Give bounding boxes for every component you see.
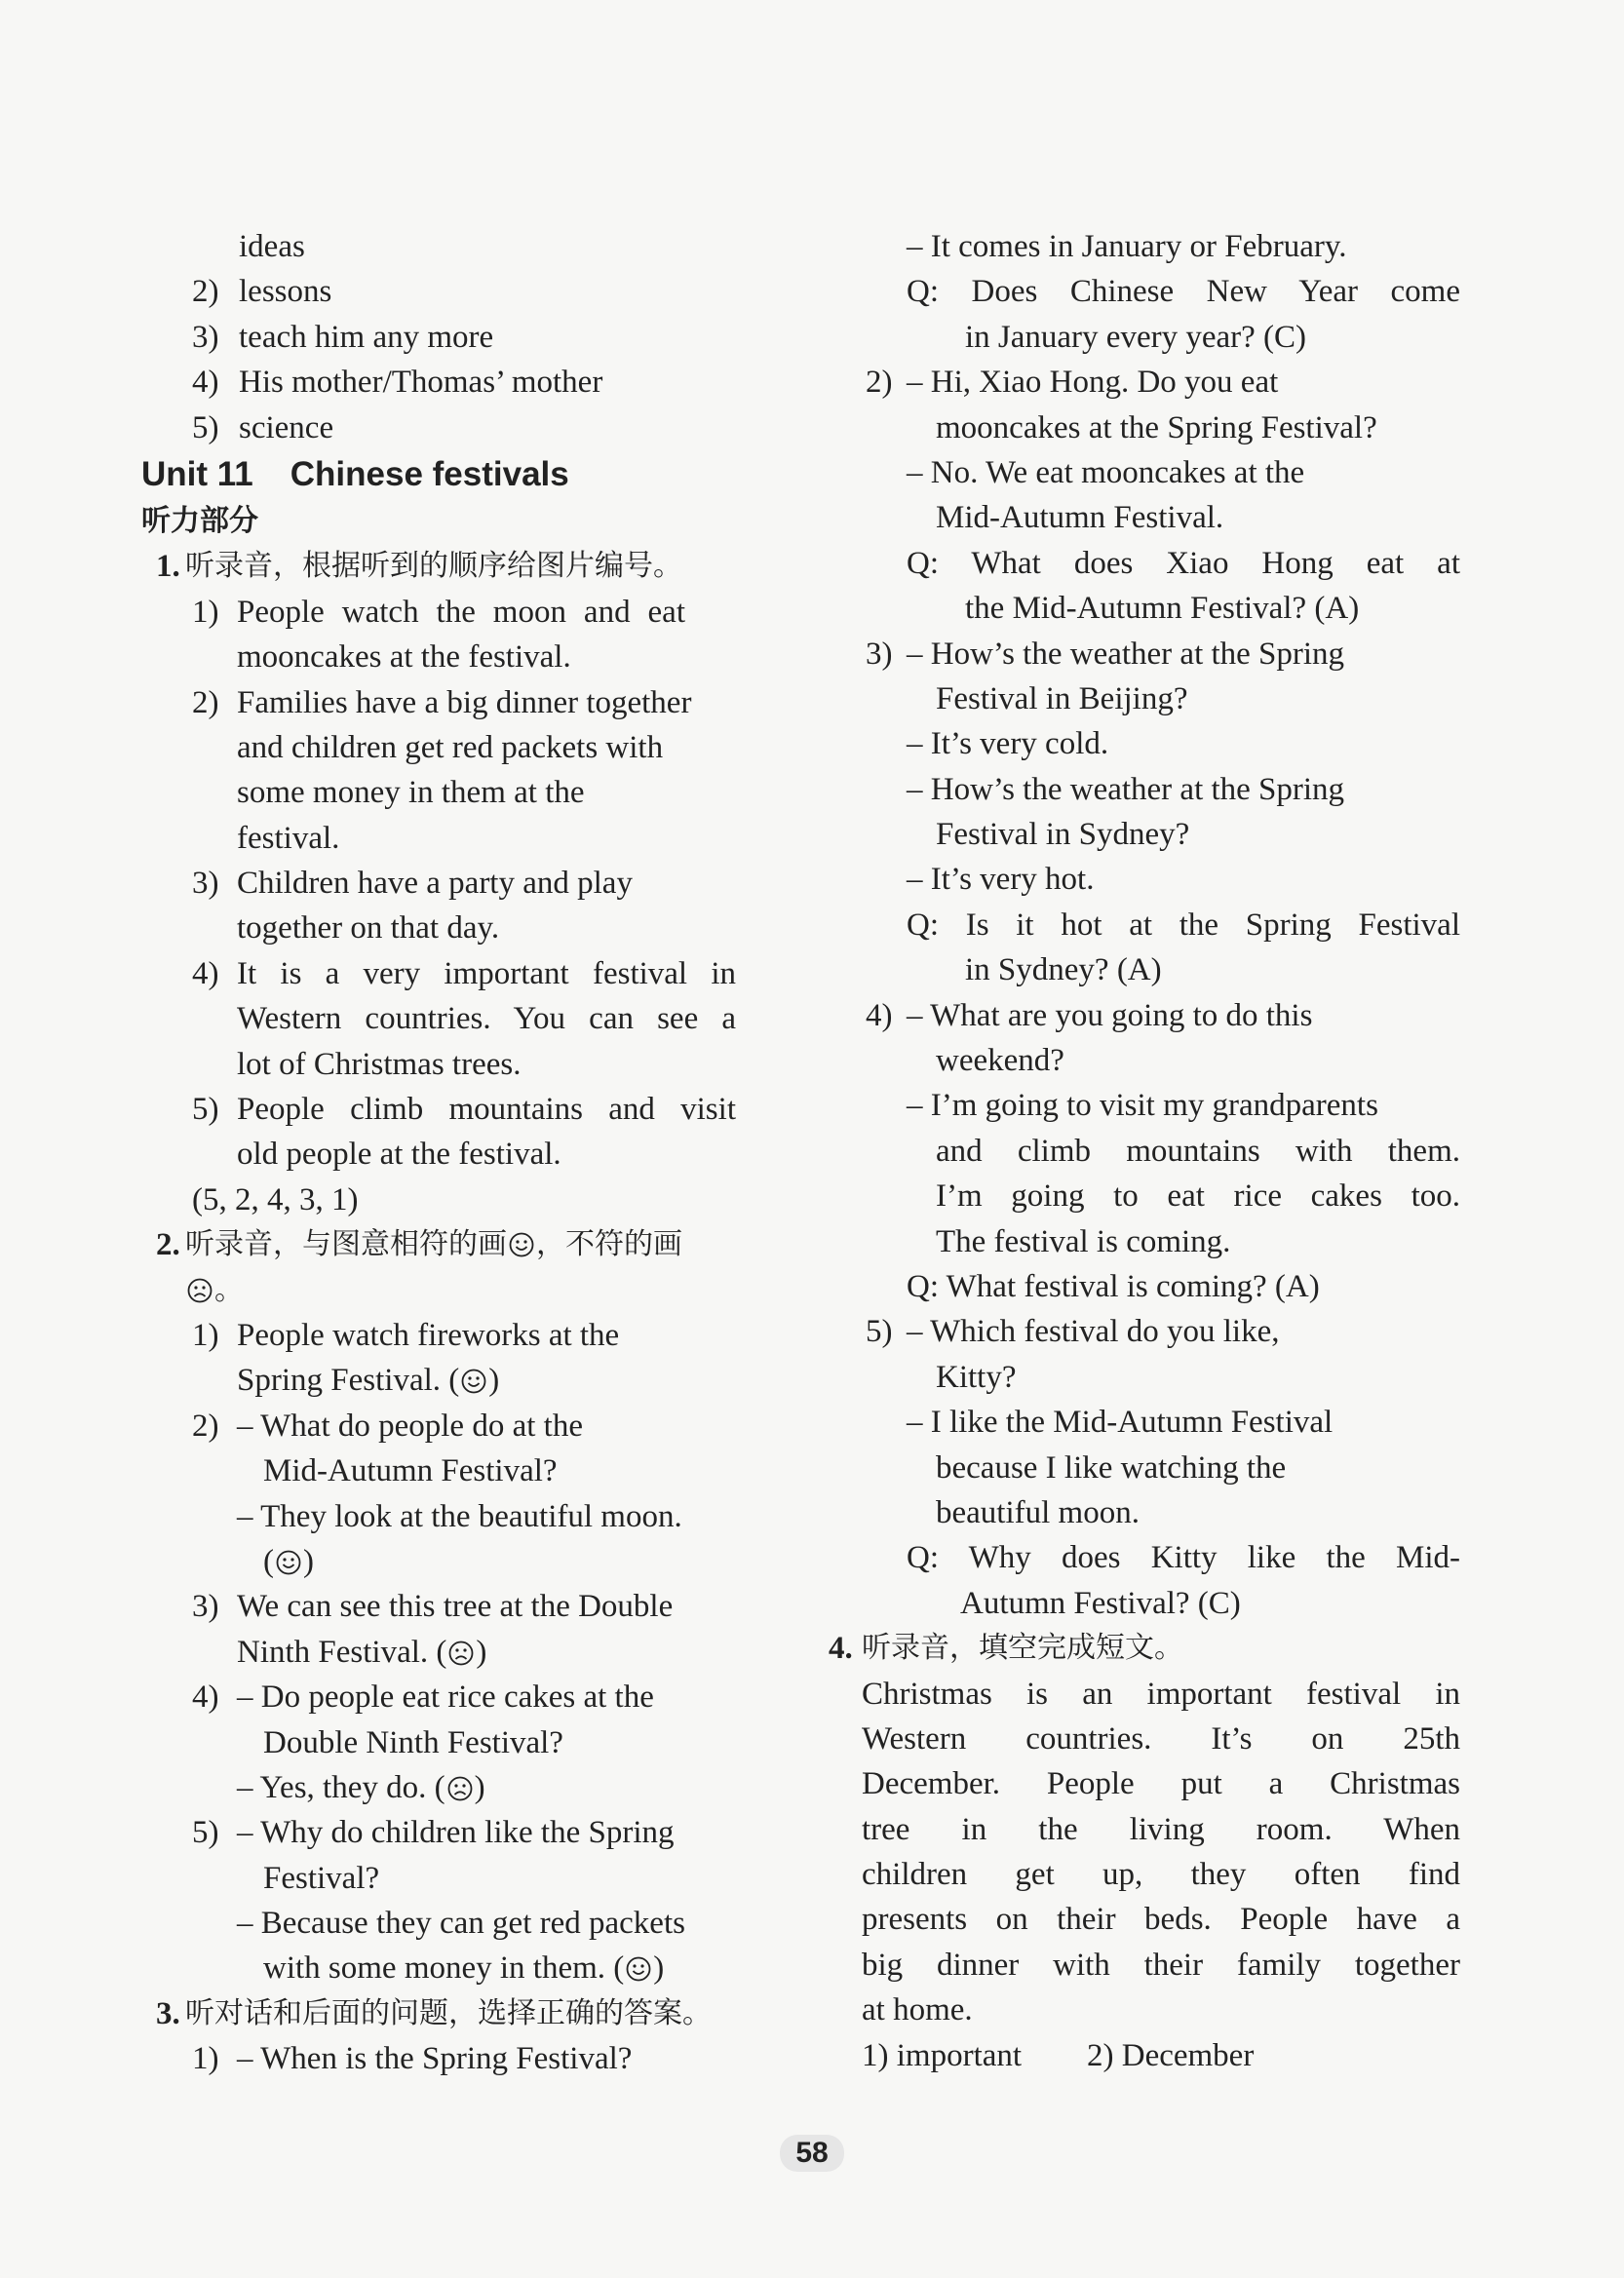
dialogue-line: 3) – How’s the weather at the Spring xyxy=(866,636,1345,672)
unit-heading xyxy=(141,450,746,499)
passage-line: children get up, they often find xyxy=(862,1857,1460,1893)
list-item: festival. xyxy=(237,820,340,856)
question-line: Q: What festival is coming? (A) xyxy=(907,1268,1320,1304)
dialogue-line: – How’s the weather at the Spring xyxy=(907,771,1345,807)
dialogue-line: – It’s very hot. xyxy=(907,862,1095,898)
passage-line: tree in the living room. When xyxy=(862,1811,1460,1847)
answer-line: 5) science xyxy=(192,409,334,445)
list-item: Mid-Autumn Festival? xyxy=(263,1453,558,1489)
list-item: 4) It is a very important festival in xyxy=(192,955,736,991)
question-2-instruction-cont: 。 xyxy=(141,1268,746,1313)
smiley-face-icon xyxy=(509,1232,534,1257)
list-item: ( ) xyxy=(263,1543,314,1579)
sad-face-icon xyxy=(447,1776,473,1801)
answer-line: 3) teach him any more xyxy=(192,319,494,355)
question-line: Q: What does Xiao Hong eat at xyxy=(907,545,1460,581)
unit-title: Chinese festivals xyxy=(290,454,569,493)
question-line: in Sydney? (A) xyxy=(965,952,1162,988)
list-item: 2) – What do people do at the xyxy=(192,1408,583,1444)
dialogue-line: I’m going to eat rice cakes too. xyxy=(936,1178,1460,1215)
dialogue-line: – I like the Mid-Autumn Festival xyxy=(907,1405,1334,1441)
dialogue-line: 2) – Hi, Xiao Hong. Do you eat xyxy=(866,365,1279,401)
smiley-face-icon xyxy=(461,1369,486,1394)
dialogue-line: 4) – What are you going to do this xyxy=(866,997,1313,1033)
dialogue-line: Kitty? xyxy=(936,1359,1017,1395)
list-item: 3) Children have a party and play xyxy=(192,866,633,902)
dialogue-line: beautiful moon. xyxy=(936,1494,1140,1530)
list-item: some money in them at the xyxy=(237,775,585,811)
dialogue-line: Mid-Autumn Festival. xyxy=(936,500,1224,536)
question-line: Autumn Festival? (C) xyxy=(960,1585,1241,1621)
question-line: Q: Does Chinese New Year come xyxy=(907,274,1460,310)
left-column xyxy=(141,224,746,2082)
dialogue-line: – I’m going to visit my grandparents xyxy=(907,1088,1378,1124)
list-item: 1) – When is the Spring Festival? xyxy=(192,2041,633,2077)
unit-label: Unit 11 xyxy=(141,454,253,493)
question-1-instruction: 1. 听录音，根据听到的顺序给图片编号。 xyxy=(156,549,682,585)
dialogue-line: – It’s very cold. xyxy=(907,726,1109,762)
question-2-instruction: 2. 听录音，与图意相符的画 ，不符的画 xyxy=(156,1227,682,1263)
list-item: – They look at the beautiful moon. xyxy=(237,1498,682,1534)
dialogue-line: Festival in Sydney? xyxy=(936,817,1190,853)
dialogue-line: because I like watching the xyxy=(936,1449,1287,1486)
question-3-instruction: 3. 听对话和后面的问题，选择正确的答案。 xyxy=(156,1995,712,2031)
passage-line: presents on their beds. People have a xyxy=(862,1902,1460,1938)
sad-face-icon xyxy=(448,1641,474,1666)
passage-line: Christmas is an important festival in xyxy=(862,1676,1460,1712)
list-item: Ninth Festival. ( ) xyxy=(237,1634,487,1670)
passage-line: Western countries. It’s on 25th xyxy=(862,1720,1460,1757)
dialogue-line: and climb mountains with them. xyxy=(936,1133,1460,1169)
list-item: 1) People watch the moon and eat xyxy=(192,594,685,630)
list-item: Western countries. You can see a xyxy=(237,1001,736,1037)
dialogue-line: weekend? xyxy=(936,1043,1064,1079)
question-line: in January every year? (C) xyxy=(965,319,1306,355)
passage-line: at home. xyxy=(862,1992,973,2028)
list-item: Festival? xyxy=(263,1860,380,1896)
section-heading: 听力部分 xyxy=(141,503,258,538)
list-item: lot of Christmas trees. xyxy=(237,1046,522,1082)
list-item: 3) We can see this tree at the Double xyxy=(192,1589,674,1625)
answer-line: 4) His mother/Thomas’ mother xyxy=(192,365,603,401)
passage-line: big dinner with their family together xyxy=(862,1947,1460,1983)
answer-line: 1) important 2) December xyxy=(862,2037,1255,2073)
list-item: with some money in them. ( ) xyxy=(263,1950,665,1987)
answer-line: ideas xyxy=(239,229,305,264)
list-item: and children get red packets with xyxy=(237,729,664,765)
list-item: Spring Festival. ( ) xyxy=(237,1363,500,1399)
list-item: – Yes, they do. ( ) xyxy=(237,1769,485,1805)
question-line: Q: Why does Kitty like the Mid- xyxy=(907,1540,1460,1576)
smiley-face-icon xyxy=(626,1956,651,1982)
dialogue-line: mooncakes at the Spring Festival? xyxy=(936,409,1377,445)
list-item: mooncakes at the festival. xyxy=(237,639,571,676)
list-item: 2) Families have a big dinner together xyxy=(192,684,692,720)
dialogue-line: The festival is coming. xyxy=(936,1223,1231,1259)
dialogue-line: 5) – Which festival do you like, xyxy=(866,1314,1280,1350)
list-item: together on that day. xyxy=(237,910,500,946)
dialogue-line: Festival in Beijing? xyxy=(936,680,1188,716)
list-item: 1) People watch fireworks at the xyxy=(192,1317,620,1353)
answer-key: (5, 2, 4, 3, 1) xyxy=(192,1181,359,1217)
page-number: 58 xyxy=(0,2135,1624,2172)
question-line: Q: Is it hot at the Spring Festival xyxy=(907,907,1460,943)
answer-line: 2) lessons xyxy=(192,274,332,310)
question-line: the Mid-Autumn Festival? (A) xyxy=(965,591,1360,627)
list-item: Double Ninth Festival? xyxy=(263,1724,563,1760)
list-item: 5) – Why do children like the Spring xyxy=(192,1815,675,1851)
sad-face-icon xyxy=(187,1278,213,1303)
smiley-face-icon xyxy=(276,1550,301,1575)
dialogue-line: – No. We eat mooncakes at the xyxy=(907,454,1305,490)
right-column xyxy=(829,224,1460,2078)
dialogue-line: – It comes in January or February. xyxy=(907,229,1347,264)
list-item: old people at the festival. xyxy=(237,1137,561,1173)
list-item: 4) – Do people eat rice cakes at the xyxy=(192,1680,654,1716)
list-item: 5) People climb mountains and visit xyxy=(192,1092,736,1128)
list-item: – Because they can get red packets xyxy=(237,1906,685,1942)
passage-line: December. People put a Christmas xyxy=(862,1766,1460,1802)
question-4-instruction: 4. 听录音，填空完成短文。 xyxy=(829,1631,1183,1667)
